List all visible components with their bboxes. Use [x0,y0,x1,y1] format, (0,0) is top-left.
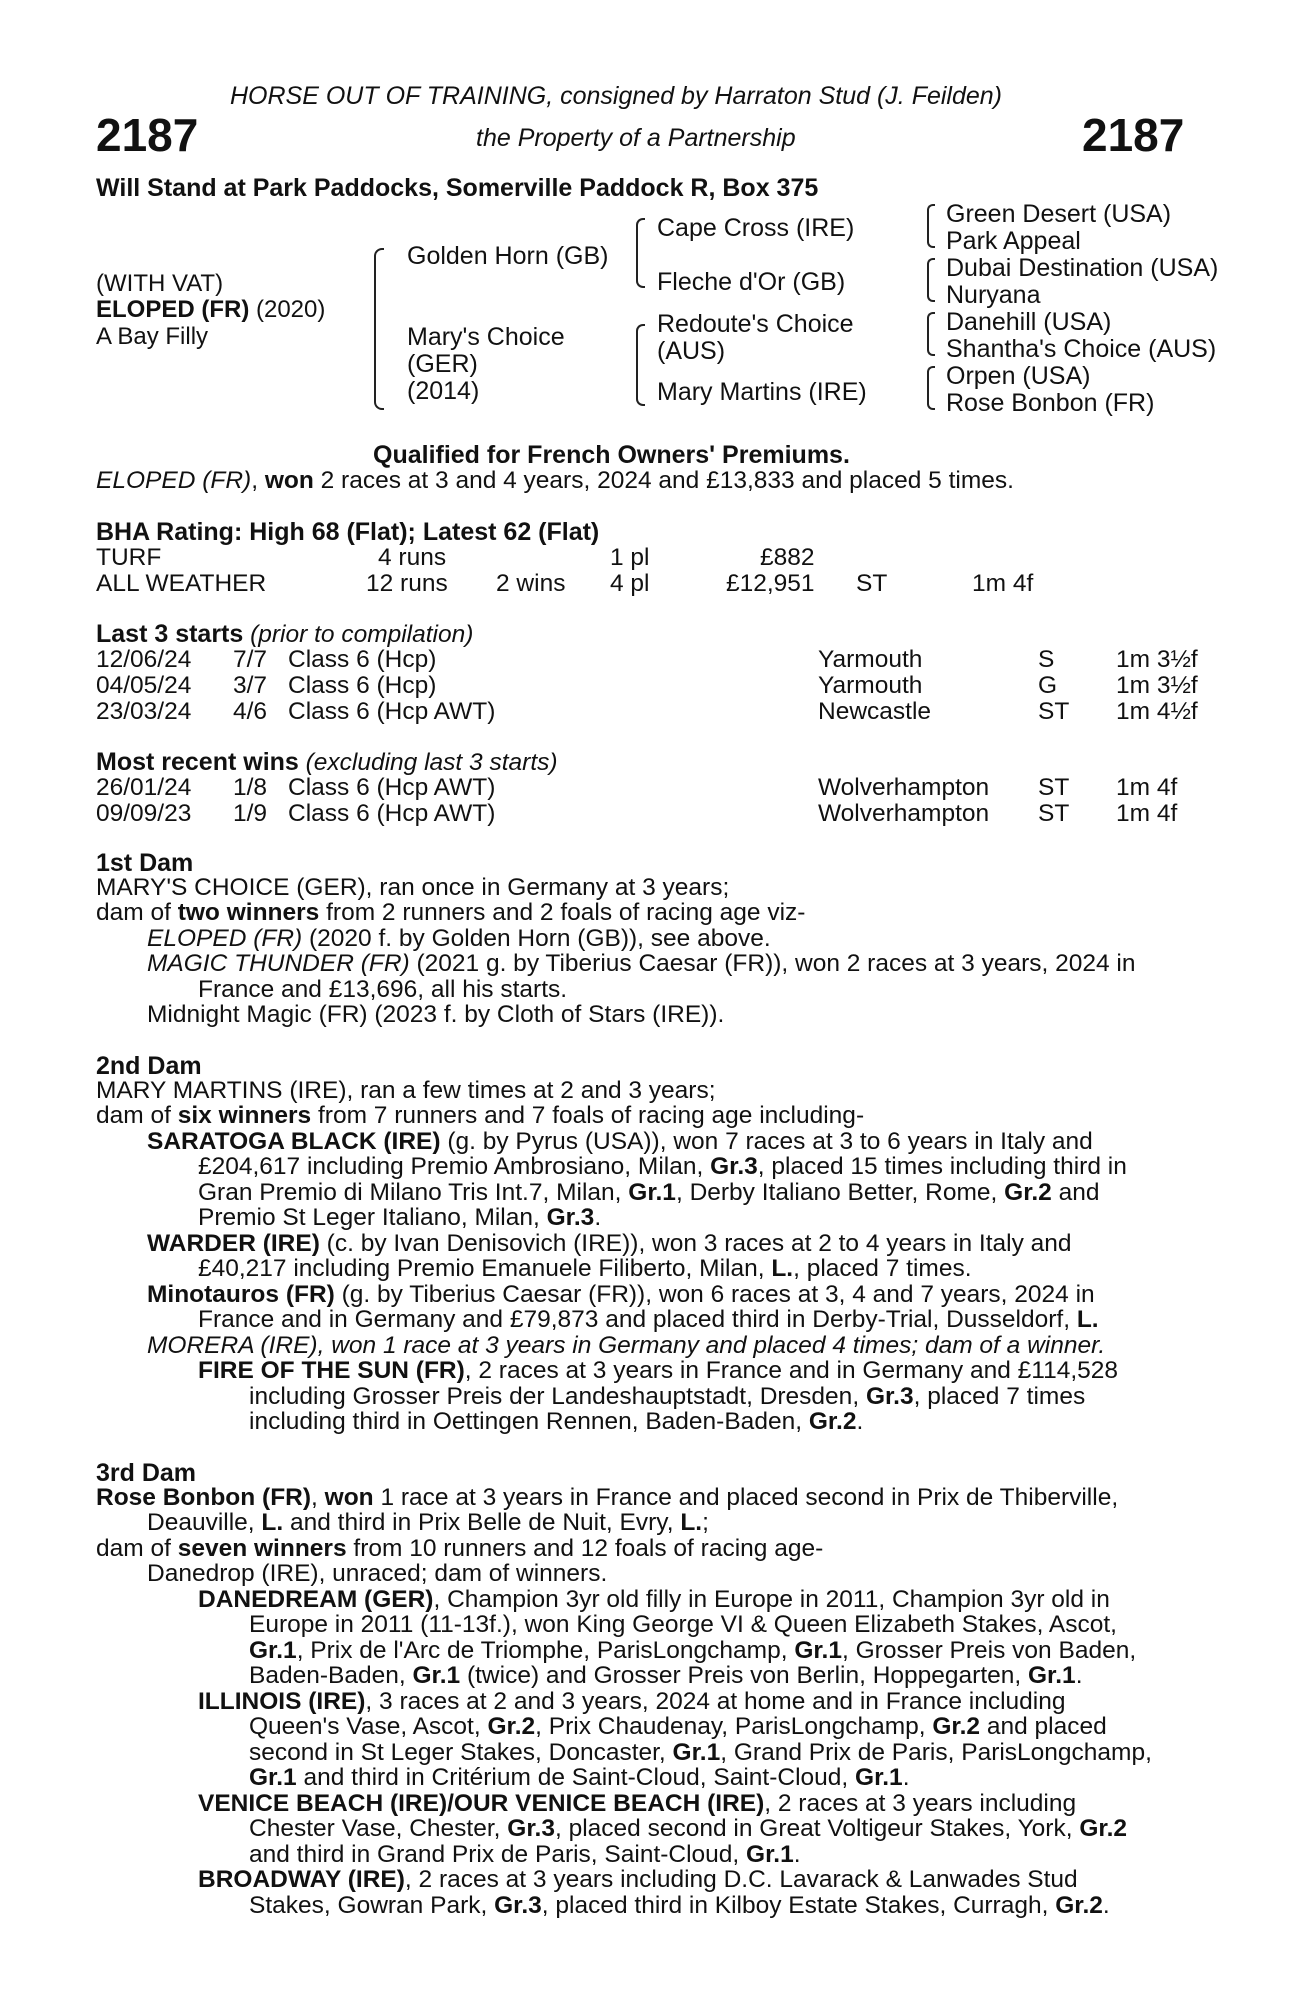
venice-beach-line2 [249,1816,1127,1842]
produce-name: FIRE OF THE SUN (FR) [198,1357,465,1384]
grade: Gr.1 [855,1764,903,1791]
text: , Prix de l'Arc de Triomphe, ParisLongchamp, [296,1637,795,1664]
produce-name: ELOPED (FR) [147,925,303,952]
start-position: 3/7 [233,672,268,699]
text: (g. by Tiberius Caesar (FR)), won 6 races at 3, 4 and 7 years, 2024 in [334,1281,1095,1308]
produce-name: SARATOGA BLACK (IRE) [147,1128,441,1155]
text: £204,617 including Premio Ambrosiano, Milan, [198,1153,711,1180]
win-row-2 [0,800,1315,826]
danedream-line2: Europe in 2011 (11-13f.), won King George VI & Queen Elizabeth Stakes, Ascot, [249,1611,1117,1638]
rating-runs: 12 runs [366,570,448,597]
property-line: the Property of a Partnership [476,124,796,152]
ped-dam-line3: (2014) [407,377,480,405]
horse-title [96,296,325,324]
text: . [1075,1662,1083,1689]
text: including third in Oettingen Rennen, Baden-Baden, [249,1408,809,1435]
win-row-1 [0,774,1315,800]
rating-surface: TURF [96,544,162,571]
grade: Gr.3 [507,1815,555,1842]
broadway-line2 [249,1893,1110,1919]
winner-count: six winners [177,1102,312,1129]
dam2-line1: MARY MARTINS (IRE), ran a few times at 2 and 3 years; [96,1077,716,1104]
win-going: ST [1038,774,1070,801]
produce-name: Minotauros (FR) [147,1281,335,1308]
produce-name: MAGIC THUNDER (FR) [147,950,410,977]
text: (2020 f. by Golden Horn (GB)), see above. [302,925,771,952]
venice-beach-line3 [249,1842,801,1868]
last3-row-1 [0,646,1315,672]
grade: L. [261,1509,284,1536]
summary-rest: 2 races at 3 and 4 years, 2024 and £13,833 and placed 5 times. [313,467,1014,494]
dam2-line2 [96,1103,864,1129]
text: from 7 runners and 7 foals of racing age including- [311,1102,865,1129]
grade: Gr.1 [672,1739,721,1766]
horse-description: A Bay Filly [96,323,209,350]
win-going: ST [1038,800,1070,827]
text: Gran Premio di Milano Tris Int.7, Milan, [198,1179,629,1206]
text: and third in Grand Prix de Paris, Saint-Cloud, [249,1841,747,1868]
brace-g3-2 [927,258,935,302]
text: , 2 races at 3 years in France and in Germany and £114,528 [464,1357,1119,1384]
text: France and in Germany and £79,873 and placed third in Derby-Trial, Dusseldorf, [198,1306,1077,1333]
minotauros-line1 [147,1282,1095,1308]
text: ; [702,1509,709,1536]
text: (g. by Pyrus (USA)), won 7 races at 3 to 6 years in Italy and [440,1128,1093,1155]
race-summary [96,468,1014,494]
brace-main [374,248,384,410]
rating-distance: 1m 4f [972,570,1034,597]
danedream-line4 [249,1663,1083,1689]
text: and placed [980,1713,1107,1740]
win-position: 1/9 [233,800,268,827]
illinois-line3 [249,1740,1152,1766]
text: , placed 7 times [913,1383,1086,1410]
win-race: Class 6 (Hcp AWT) [288,774,496,801]
rating-prize: £882 [760,544,815,571]
brace-dam [636,324,645,406]
win-distance: 1m 4f [1116,774,1178,801]
premiums-note: Qualified for French Owners' Premiums. [373,441,850,469]
win-course: Wolverhampton [818,800,990,827]
start-date: 12/06/24 [96,646,192,673]
dam1-produce-eloped [147,926,771,952]
produce-name: BROADWAY (IRE) [198,1866,405,1893]
grade: Gr.3 [546,1204,595,1231]
grade: Gr.1 [412,1662,461,1689]
illinois-line1 [198,1689,1065,1715]
text: , Prix Chaudenay, ParisLongchamp, [535,1713,933,1740]
rating-row-aw [0,570,1315,596]
text: Baden-Baden, [249,1662,413,1689]
summary-horse-name: ELOPED (FR) [96,467,252,494]
ped-dam-sire-line2: (AUS) [657,337,726,365]
start-race: Class 6 (Hcp AWT) [288,698,496,725]
start-date: 04/05/24 [96,672,192,699]
text: , placed second in Great Voltigeur Stakes, York, [554,1815,1080,1842]
text: . [1102,1892,1110,1919]
grade: Gr.1 [794,1637,842,1664]
start-distance: 1m 3½f [1116,646,1198,673]
ped-dam-dam: Mary Martins (IRE) [657,378,867,406]
ped-sire: Golden Horn (GB) [407,242,609,270]
ped-g3-6: Shantha's Choice (AUS) [946,335,1217,363]
text: Stakes, Gowran Park, [249,1892,495,1919]
text: . [856,1408,864,1435]
start-date: 23/03/24 [96,698,192,725]
text: , 2 races at 3 years including D.C. Lavarack & Lanwades Stud [404,1866,1078,1893]
text: , placed 15 times including third in [757,1153,1127,1180]
saratoga-black-line4 [198,1205,601,1231]
grade: Gr.2 [1055,1892,1103,1919]
illinois-line4 [249,1765,910,1791]
win-distance: 1m 4f [1116,800,1178,827]
fire-of-the-sun-line2 [249,1384,1085,1410]
dam1-produce-magic-thunder-cont: France and £13,696, all his starts. [198,976,568,1003]
dam3-line3 [96,1536,823,1562]
stabling-line: Will Stand at Park Paddocks, Somerville Paddock R, Box 375 [96,174,819,202]
brace-g3-3 [927,312,935,356]
rating-prize: £12,951 [726,570,815,597]
last3-note: (prior to compilation) [243,621,474,648]
produce-name: Rose Bonbon (FR) [96,1484,312,1511]
danedrop-line: Danedrop (IRE), unraced; dam of winners. [147,1560,608,1587]
recent-wins-title: Most recent wins [96,748,299,776]
text: , Champion 3yr old filly in Europe in 2011, Champion 3yr old in [433,1586,1110,1613]
grade: L. [680,1509,703,1536]
grade: Gr.3 [710,1153,758,1180]
rating-going: ST [856,570,888,597]
rating-wins: 2 wins [496,570,566,597]
last3-row-3 [0,698,1315,724]
ped-g3-3: Dubai Destination (USA) [946,254,1219,282]
ped-dam-line1: Mary's Choice [407,323,565,351]
winner-count: two winners [177,899,320,926]
grade: Gr.1 [249,1764,297,1791]
ped-g3-5: Danehill (USA) [946,308,1112,336]
text: dam of [96,1102,178,1129]
text: , Derby Italiano Better, Rome, [675,1179,1005,1206]
text: , 2 races at 3 years including [764,1790,1077,1817]
grade: Gr.2 [1004,1179,1052,1206]
text: , placed 7 times. [793,1255,972,1282]
text: Premio St Leger Italiano, Milan, [198,1204,547,1231]
text: . [902,1764,910,1791]
summary-won: won [264,467,314,494]
grade: Gr.2 [1079,1815,1128,1842]
dam1-produce-midnight-magic: Midnight Magic (FR) (2023 f. by Cloth of Stars (IRE)). [147,1001,725,1028]
start-distance: 1m 3½f [1116,672,1198,699]
text: , Grosser Preis von Baden, [842,1637,1137,1664]
start-going: ST [1038,698,1070,725]
text: , [311,1484,325,1511]
win-race: Class 6 (Hcp AWT) [288,800,496,827]
dam1-line2 [96,900,805,926]
vat-note: (WITH VAT) [96,270,224,297]
rose-bonbon-line1 [96,1485,1118,1511]
rating-placed: 4 pl [610,570,650,597]
text: dam of [96,1535,178,1562]
text: dam of [96,899,178,926]
grade: Gr.3 [494,1892,542,1919]
summary-comma: , [251,467,265,494]
dam1-produce-magic-thunder [147,951,1135,977]
saratoga-black-line3 [198,1180,1100,1206]
last3-heading [96,620,473,649]
saratoga-black-line2 [198,1154,1127,1180]
rating-heading: BHA Rating: High 68 (Flat); Latest 62 (Flat) [96,518,600,546]
danedream-line3 [249,1638,1136,1664]
grade: Gr.1 [1028,1662,1076,1689]
rating-placed: 1 pl [610,544,650,571]
start-course: Yarmouth [818,646,923,673]
win-course: Wolverhampton [818,774,990,801]
text: (2021 g. by Tiberius Caesar (FR)), won 2 races at 3 years, 2024 in [409,950,1136,977]
brace-g3-4 [927,366,935,410]
produce-name: DANEDREAM (GER) [198,1586,434,1613]
text: second in St Leger Stakes, Doncaster, [249,1739,673,1766]
text: Deauville, [147,1509,262,1536]
start-position: 7/7 [233,646,268,673]
brace-g3-1 [927,204,935,248]
ped-g3-4: Nuryana [946,281,1041,309]
horse-name: ELOPED (FR) [96,296,250,323]
dam3-heading: 3rd Dam [96,1459,197,1487]
ped-dam-sire-line1: Redoute's Choice [657,310,854,338]
start-race: Class 6 (Hcp) [288,646,437,673]
text: from 10 runners and 12 foals of racing age- [346,1535,824,1562]
grade: Gr.1 [628,1179,676,1206]
produce-name: VENICE BEACH (IRE)/OUR VENICE BEACH (IRE) [198,1790,765,1817]
text: (twice) and Grosser Preis von Berlin, Hoppegarten, [460,1662,1028,1689]
grade: Gr.1 [746,1841,794,1868]
start-distance: 1m 4½f [1116,698,1198,725]
fire-of-the-sun-line1 [198,1358,1118,1384]
venice-beach-line1 [198,1791,1076,1817]
start-race: Class 6 (Hcp) [288,672,437,699]
consignor-line: HORSE OUT OF TRAINING, consigned by Harraton Stud (J. Feilden) [230,82,1003,110]
text: , 3 races at 2 and 3 years, 2024 at home and in France including [365,1688,1066,1715]
broadway-line1 [198,1867,1078,1893]
dam2-heading: 2nd Dam [96,1052,202,1080]
winner-count: seven winners [177,1535,347,1562]
text: and third in Critérium de Saint-Cloud, Saint-Cloud, [296,1764,856,1791]
text: 1 race at 3 years in France and placed second in Prix de Thiberville, [373,1484,1119,1511]
win-position: 1/8 [233,774,268,801]
ped-g3-1: Green Desert (USA) [946,200,1172,228]
win-date: 26/01/24 [96,774,192,801]
text: Chester Vase, Chester, [249,1815,508,1842]
grade: L. [1076,1306,1099,1333]
saratoga-black-line1 [147,1129,1201,1155]
horse-year: (2020) [249,296,326,323]
produce-name: WARDER (IRE) [147,1230,320,1257]
text: and third in Prix Belle de Nuit, Evry, [283,1509,681,1536]
rating-row-turf [0,544,1315,570]
start-going: S [1038,646,1055,673]
win-date: 09/09/23 [96,800,192,827]
recent-wins-heading [96,748,558,777]
recent-wins-note: (excluding last 3 starts) [298,749,558,776]
brace-sire [636,218,645,288]
grade: Gr.2 [932,1713,981,1740]
text: from 2 runners and 2 foals of racing age viz- [319,899,806,926]
grade: Gr.2 [808,1408,857,1435]
grade: Gr.3 [865,1383,914,1410]
danedream-line1 [198,1587,1110,1613]
text: , placed third in Kilboy Estate Stakes, Curragh, [541,1892,1056,1919]
ped-dam-line2: (GER) [407,350,478,378]
text: £40,217 including Premio Emanuele Filiberto, Milan, [198,1255,772,1282]
start-course: Yarmouth [818,672,923,699]
won-label: won [324,1484,374,1511]
grade: Gr.2 [487,1713,536,1740]
ped-sire-sire: Cape Cross (IRE) [657,214,855,242]
warder-line2 [198,1256,972,1282]
text: Queen's Vase, Ascot, [249,1713,488,1740]
last3-title: Last 3 starts [96,620,244,648]
lot-number-left: 2187 [96,109,199,161]
grade: Gr.1 [249,1637,297,1664]
ped-sire-dam: Fleche d'Or (GB) [657,268,846,296]
text: . [793,1841,801,1868]
dam1-line1: MARY'S CHOICE (GER), ran once in Germany at 3 years; [96,874,730,901]
text: including Grosser Preis der Landeshauptstadt, Dresden, [249,1383,866,1410]
minotauros-line2 [198,1307,1099,1333]
lot-number-right: 2187 [1082,109,1185,161]
start-position: 4/6 [233,698,268,725]
morera-line: MORERA (IRE), won 1 race at 3 years in Germany and placed 4 times; dam of a winner. [147,1332,1106,1359]
text: , Grand Prix de Paris, ParisLongchamp, [720,1739,1152,1766]
ped-g3-2: Park Appeal [946,227,1081,255]
ped-g3-8: Rose Bonbon (FR) [946,389,1155,417]
last3-row-2 [0,672,1315,698]
dam1-heading: 1st Dam [96,849,194,877]
rating-surface: ALL WEATHER [96,570,267,597]
rating-runs: 4 runs [378,544,447,571]
illinois-line2 [249,1714,1107,1740]
fire-of-the-sun-line3 [249,1409,863,1435]
warder-line1 [147,1231,1072,1257]
rose-bonbon-line2 [147,1510,709,1536]
ped-g3-7: Orpen (USA) [946,362,1091,390]
text: and [1051,1179,1100,1206]
text: . [594,1204,602,1231]
text: (c. by Ivan Denisovich (IRE)), won 3 races at 2 to 4 years in Italy and [319,1230,1072,1257]
produce-name: ILLINOIS (IRE) [198,1688,366,1715]
start-course: Newcastle [818,698,932,725]
grade: L. [771,1255,794,1282]
start-going: G [1038,672,1058,699]
